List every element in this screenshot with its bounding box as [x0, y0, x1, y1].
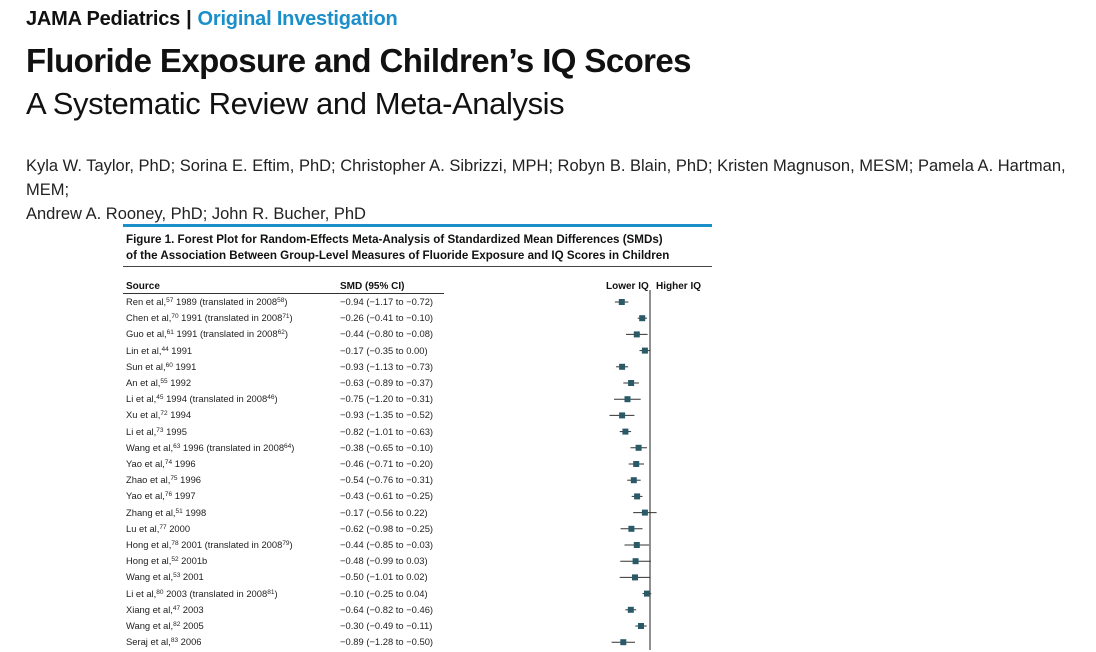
- study-source: Guo et al,$^{61}$ 1991 (translated in 2008$^{62}$): [126, 328, 288, 340]
- study-source: Zhao et al,$^{75}$ 1996: [126, 474, 202, 486]
- figure-caption: [126, 232, 716, 264]
- reference-number[interactable]: 44: [161, 345, 169, 353]
- reference-number[interactable]: 70: [171, 313, 179, 321]
- point-estimate-marker: [642, 348, 648, 354]
- study-source: Chen et al,$^{70}$ 1991 (translated in 2008$^{71}$): [126, 312, 293, 324]
- study-source: Yao et al,$^{76}$ 1997: [126, 490, 196, 502]
- point-estimate-marker: [638, 623, 644, 629]
- reference-number[interactable]: 45: [156, 394, 164, 402]
- study-smd-ci: −0.26 (−0.41 to −0.10): [340, 312, 434, 324]
- study-smd-ci: −0.30 (−0.49 to −0.11): [340, 620, 433, 631]
- point-estimate-marker: [634, 542, 640, 548]
- smd-column-header: SMD (95% CI): [340, 281, 405, 292]
- study-source: Wang et al,$^{53}$ 2001: [126, 571, 204, 583]
- reference-number[interactable]: 81: [267, 588, 275, 596]
- study-smd-ci: −0.93 (−1.35 to −0.52): [340, 409, 434, 421]
- study-smd-ci: −0.10 (−0.25 to 0.04): [340, 587, 428, 599]
- reference-number[interactable]: 47: [172, 604, 181, 612]
- source-column-header: Source: [126, 281, 160, 292]
- article-subtitle: A Systematic Review and Meta-Analysis: [26, 86, 565, 121]
- point-estimate-marker: [619, 364, 625, 370]
- point-estimate-marker: [634, 331, 640, 337]
- study-source: Lin et al,$^{44}$ 1991: [126, 344, 193, 356]
- point-estimate-marker: [639, 315, 645, 321]
- study-smd-ci: −0.64 (−0.82 to −0.46): [340, 603, 434, 615]
- point-estimate-marker: [634, 493, 640, 499]
- reference-number[interactable]: 64: [284, 442, 292, 450]
- reference-number[interactable]: 46: [267, 394, 275, 402]
- reference-number[interactable]: 83: [170, 637, 179, 645]
- study-source: Ren et al,$^{57}$ 1989 (translated in 2008$^{58}$): [126, 296, 288, 307]
- header-separator: |: [186, 8, 192, 30]
- article-title: Fluoride Exposure and Children’s IQ Scores: [26, 42, 691, 79]
- study-smd-ci: −0.46 (−0.71 to −0.20): [340, 458, 434, 469]
- figure-caption-line-1: Figure 1. Forest Plot for Random-Effects Meta-Analysis of Standardized Mean Differences (SMDs): [126, 233, 663, 246]
- figure-caption-line-2: of the Association Between Group-Level Measures of Fluoride Exposure and IQ Scores in Children: [126, 249, 670, 262]
- reference-number[interactable]: 72: [160, 410, 168, 418]
- reference-number[interactable]: 77: [159, 523, 167, 531]
- reference-number[interactable]: 79: [282, 540, 290, 547]
- reference-number[interactable]: 73: [156, 426, 164, 434]
- authors-line-2: Andrew A. Rooney, PhD; John R. Bucher, PhD: [26, 205, 366, 223]
- study-source: Li et al,$^{73}$ 1995: [126, 425, 187, 437]
- figure-top-rule: [123, 224, 712, 227]
- study-source: Wang et al,$^{82}$ 2005: [126, 620, 204, 631]
- reference-number[interactable]: 76: [164, 491, 173, 499]
- figure-caption-rule: [123, 266, 712, 267]
- study-source: Xiang et al,$^{47}$ 2003: [126, 603, 204, 615]
- article-section-link[interactable]: Original Investigation: [197, 8, 398, 30]
- point-estimate-marker: [628, 526, 634, 532]
- study-smd-ci: −0.93 (−1.13 to −0.73): [340, 360, 434, 372]
- study-smd-ci: −0.62 (−0.98 to −0.25): [340, 522, 434, 534]
- point-estimate-marker: [644, 591, 650, 597]
- study-smd-ci: −0.94 (−1.17 to −0.72): [340, 296, 434, 307]
- study-source: Sun et al,$^{60}$ 1991: [126, 360, 197, 372]
- study-smd-ci: −0.48 (−0.99 to 0.03): [340, 555, 428, 567]
- study-source: Hong et al,$^{52}$ 2001b: [126, 555, 208, 567]
- reference-number[interactable]: 60: [165, 361, 173, 369]
- reference-number[interactable]: 52: [171, 556, 179, 564]
- authors-line-1: Kyla W. Taylor, PhD; Sorina E. Eftim, PhD; Christopher A. Sibrizzi, MPH; Robyn B. Blain, PhD; Kristen Magnuson, MESM; Pamela A. Hartman, MEM;: [26, 157, 1066, 199]
- point-estimate-marker: [642, 510, 648, 516]
- point-estimate-marker: [633, 461, 639, 467]
- forest-plot: [600, 290, 730, 650]
- point-estimate-marker: [628, 380, 634, 386]
- reference-number[interactable]: 80: [156, 588, 164, 596]
- study-source: Seraj et al,$^{83}$ 2006: [126, 636, 202, 648]
- point-estimate-marker: [619, 299, 625, 305]
- study-source: Li et al,$^{45}$ 1994 (translated in 2008$^{46}$): [126, 393, 278, 405]
- point-estimate-marker: [622, 429, 628, 435]
- reference-number[interactable]: 78: [171, 540, 179, 547]
- journal-header: [26, 8, 398, 31]
- reference-number[interactable]: 58: [277, 297, 285, 304]
- reference-number[interactable]: 82: [173, 621, 181, 628]
- study-smd-ci: −0.38 (−0.65 to −0.10): [340, 441, 434, 453]
- point-estimate-marker: [619, 412, 625, 418]
- study-smd-ci: −0.17 (−0.56 to 0.22): [340, 506, 428, 518]
- reference-number[interactable]: 55: [160, 378, 168, 385]
- study-source: Xu et al,$^{72}$ 1994: [126, 409, 192, 421]
- study-smd-ci: −0.54 (−0.76 to −0.31): [340, 474, 434, 486]
- table-header-rule: [123, 293, 444, 294]
- point-estimate-marker: [631, 477, 637, 483]
- point-estimate-marker: [633, 558, 639, 564]
- study-smd-ci: −0.43 (−0.61 to −0.25): [340, 490, 434, 502]
- point-estimate-marker: [625, 396, 631, 402]
- study-source: Zhang et al,$^{51}$ 1998: [126, 506, 207, 518]
- reference-number[interactable]: 71: [282, 313, 290, 321]
- reference-number[interactable]: 75: [170, 475, 178, 483]
- study-source: An et al,$^{55}$ 1992: [126, 377, 192, 388]
- point-estimate-marker: [620, 639, 626, 645]
- study-smd-ci: −0.63 (−0.89 to −0.37): [340, 377, 434, 388]
- study-smd-ci: −0.75 (−1.20 to −0.31): [340, 393, 434, 405]
- lower-iq-label: Lower IQ: [606, 281, 649, 292]
- reference-number[interactable]: 51: [175, 507, 183, 515]
- higher-iq-label: Higher IQ: [656, 281, 702, 292]
- study-source: Lu et al,$^{77}$ 2000: [126, 522, 191, 534]
- study-source: Wang et al,$^{63}$ 1996 (translated in 2008$^{64}$): [126, 441, 295, 453]
- study-source: Hong et al,$^{78}$ 2001 (translated in 2008$^{79}$): [126, 539, 293, 550]
- study-smd-ci: −0.44 (−0.85 to −0.03): [340, 539, 434, 550]
- study-source: Li et al,$^{80}$ 2003 (translated in 2008$^{81}$): [126, 587, 278, 599]
- study-source: Yao et al,$^{74}$ 1996: [126, 458, 196, 469]
- study-smd-ci: −0.50 (−1.01 to 0.02): [340, 571, 428, 583]
- reference-number[interactable]: 61: [166, 329, 174, 337]
- author-list: [26, 154, 1091, 226]
- reference-number[interactable]: 74: [164, 459, 173, 466]
- point-estimate-marker: [628, 607, 634, 613]
- journal-name[interactable]: JAMA Pediatrics: [26, 8, 181, 30]
- study-smd-ci: −0.89 (−1.28 to −0.50): [340, 636, 434, 648]
- study-smd-ci: −0.82 (−1.01 to −0.63): [340, 425, 434, 437]
- point-estimate-marker: [636, 445, 642, 451]
- point-estimate-marker: [632, 574, 638, 580]
- reference-number[interactable]: 63: [173, 442, 181, 450]
- reference-number[interactable]: 57: [166, 297, 174, 304]
- study-smd-ci: −0.44 (−0.80 to −0.08): [340, 328, 434, 340]
- reference-number[interactable]: 62: [277, 329, 285, 337]
- study-smd-ci: −0.17 (−0.35 to 0.00): [340, 344, 428, 356]
- reference-number[interactable]: 53: [173, 572, 181, 580]
